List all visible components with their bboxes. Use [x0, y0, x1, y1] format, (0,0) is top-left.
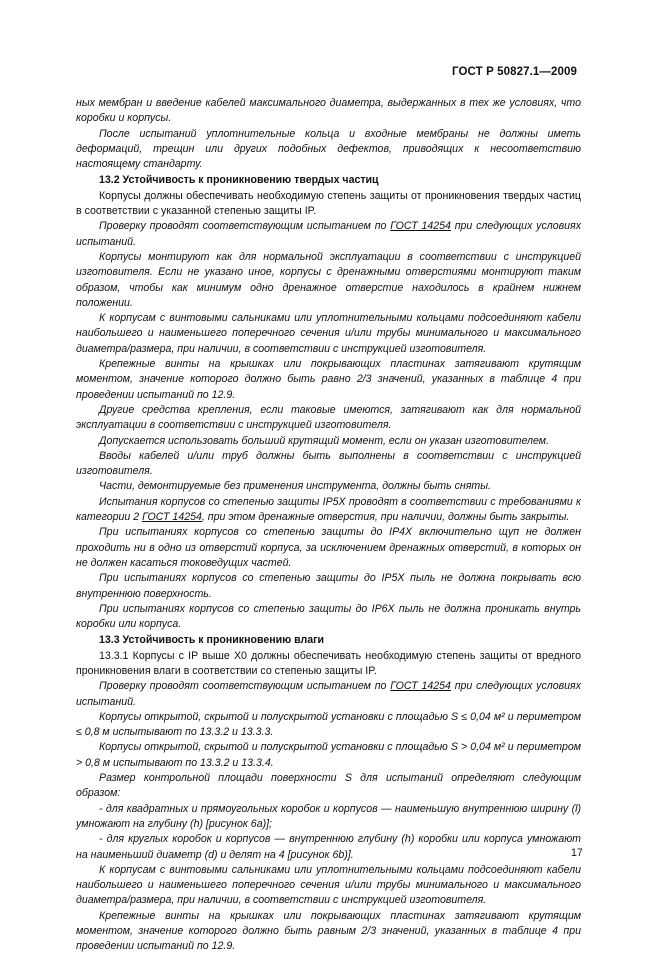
gost-14254-link[interactable]: ГОСТ 14254 [142, 511, 202, 524]
paragraph: При испытаниях корпусов со степенью защиты до IP4X включительно щуп не должен проходить ни в одно из отверстий корпуса, за исключением дренажных отверстий, в которых он не должен касаться токоведущих частей. [76, 526, 581, 569]
paragraph: Допускается использовать больший крутящий момент, если он указан изготовителем. [99, 434, 549, 447]
document-body [76, 96, 581, 955]
paragraph: После испытаний уплотнительные кольца и входные мембраны не должны иметь деформаций, трещин или других подобных дефектов, приводящих к несоответствию настоящему стандарту. [76, 127, 581, 171]
paragraph: К корпусам с винтовыми сальниками или уплотнительными кольцами подсоединяют кабели наибольшего и наименьшего поперечного сечения и/или трубы минимального и максимального диаметра/размера, при наличии, в соответствии с инструкцией изготовителя. [76, 863, 581, 907]
paragraph: Корпусы монтируют как для нормальной эксплуатации в соответствии с инструкцией изготовителя. Если не указано иное, корпусы с дренажными отверстиями монтируют таким образом, чтобы как минимум одно дренажное отверстие находилось в крайнем нижнем положении. [76, 250, 581, 309]
paragraph: Проверку проводят соответствующим испытанием по ГОСТ 14254 при следующих условиях испытаний. [76, 220, 581, 248]
paragraph: Части, демонтируемые без применения инструмента, должны быть сняты. [99, 480, 491, 493]
gost-14254-link[interactable]: ГОСТ 14254 [390, 680, 451, 693]
list-item: - для квадратных и прямоугольных коробок и корпусов — наименьшую внутреннюю ширину (l) умножают на глубину (h) [рисунок 6a)]; [76, 802, 581, 830]
paragraph: Проверку проводят соответствующим испытанием по ГОСТ 14254 при следующих условиях испытаний. [76, 680, 581, 708]
paragraph: Другие средства крепления, если таковые имеются, затягивают как для нормальной эксплуатации в соответствии с инструкцией изготовителя. [76, 403, 581, 432]
page-number: 17 [571, 847, 583, 859]
list-item: - для круглых коробок и корпусов — внутреннюю глубину (h) коробки или корпуса умножают на наименьший диаметр (d) и делят на 4 [рисунок 6b)]. [76, 833, 581, 861]
paragraph: Корпусы открытой, скрытой и полускрытой установки с площадью S ≤ 0,04 м² и периметром ≤ 0,8 м испытывают по 13.3.2 и 13.3.3. [76, 710, 581, 739]
section-heading-13-3: 13.3 Устойчивость к проникновению влаги [99, 634, 325, 647]
paragraph: ных мембран и введение кабелей максимального диаметра, выдержанных в тех же условиях, что коробки и корпусы. [76, 97, 581, 125]
section-heading-13-2: 13.2 Устойчивость к проникновению твердых частиц [99, 174, 379, 187]
paragraph: 13.3.1 Корпусы с IP выше X0 должны обеспечивать необходимую степень защиты от вредного проникновения влаги в соответствии со степенью защиты IP. [76, 649, 581, 677]
paragraph: Корпусы открытой, скрытой и полускрытой установки с площадью S > 0,04 м² и периметром > 0,8 м испытывают по 13.3.2 и 13.3.4. [76, 741, 581, 769]
paragraph: При испытаниях корпусов со степенью защиты до IP6X пыль не должна проникать внутрь коробки или корпуса. [76, 602, 581, 631]
paragraph: Вводы кабелей и/или труб должны быть выполнены в соответствии с инструкцией изготовителя. [76, 449, 581, 478]
paragraph: К корпусам с винтовыми сальниками или уплотнительными кольцами подсоединяют кабели наибольшего и наименьшего поперечного сечения и/или трубы минимального и максимального диаметра/размера, при наличии, в соответствии с инструкцией изготовителя. [76, 312, 581, 355]
paragraph: Размер контрольной площади поверхности S для испытаний определяют следующим образом: [76, 772, 581, 800]
paragraph: Крепежные винты на крышках или покрывающих пластинах затягивают крутящим моментом, значение которого должно быть равно 2/3 значений, указанных в таблице 4 при проведении испытаний по 12.9. [76, 358, 581, 401]
paragraph: Крепежные винты на крышках или покрывающих пластинах затягивают крутящим моментом, значение которого должно быть равным 2/3 значений, указанных в таблице 4 при проведении испытаний по 12.9. [76, 909, 581, 953]
paragraph: Корпусы должны обеспечивать необходимую степень защиты от проникновения твердых частиц в соответствии с указанной степенью защиты IP. [76, 189, 581, 218]
gost-14254-link[interactable]: ГОСТ 14254 [390, 220, 451, 233]
paragraph: При испытаниях корпусов со степенью защиты до IP5X пыль не должна покрывать всю внутреннюю поверхность. [76, 572, 581, 600]
paragraph: Испытания корпусов со степенью защиты IP5X проводят в соответствии с требованиями к категории 2 ГОСТ 14254, при этом дренажные отверстия, при наличии, должны быть закрыты. [76, 495, 581, 524]
standard-id-header: ГОСТ Р 50827.1—2009 [452, 66, 577, 78]
